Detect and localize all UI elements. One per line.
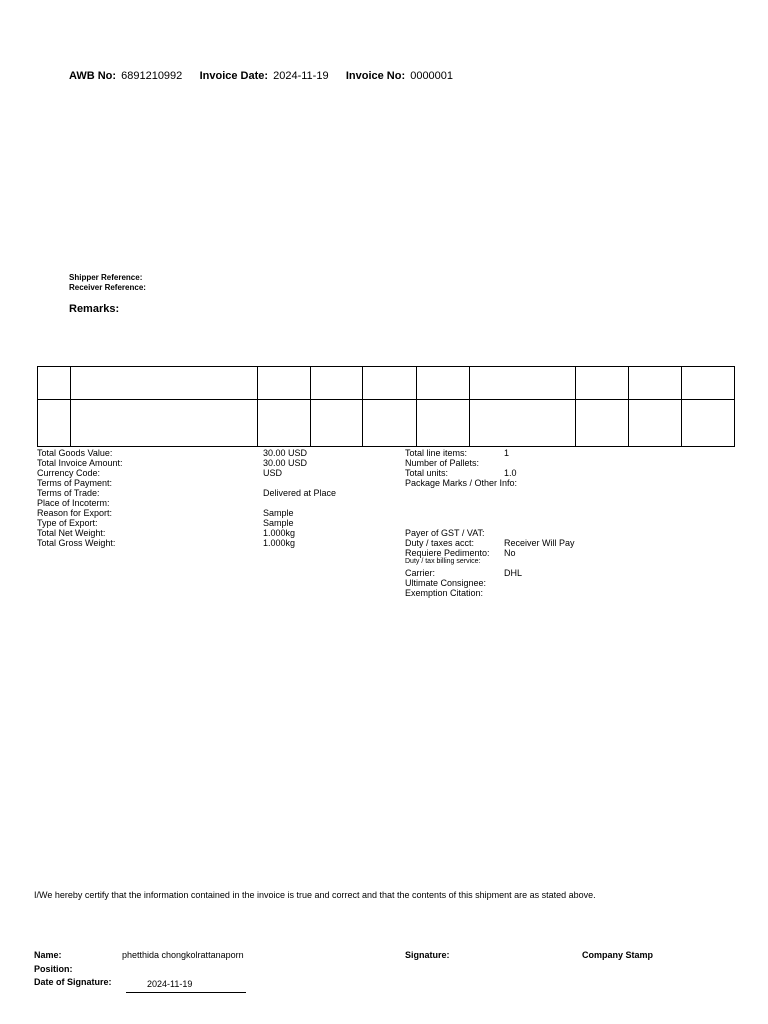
table-header-row	[38, 367, 735, 400]
carrier-label: Carrier:	[405, 568, 436, 578]
summary-label: Type of Export:	[37, 518, 98, 528]
position-label: Position:	[34, 964, 73, 974]
name-label: Name:	[34, 950, 62, 960]
summary-label: Terms of Payment:	[37, 478, 113, 488]
table-cell	[38, 400, 71, 447]
summary-label: Total Invoice Amount:	[37, 458, 123, 468]
consignee-label: Ultimate Consignee:	[405, 578, 487, 588]
table-cell	[363, 367, 417, 400]
invoice-date-label: Invoice Date:	[199, 70, 269, 82]
summary-value: 1.0	[504, 468, 517, 478]
table-cell	[311, 367, 363, 400]
invoice-header	[69, 70, 455, 82]
table-cell	[576, 400, 629, 447]
company-stamp-label: Company Stamp	[582, 950, 654, 960]
table-cell	[629, 400, 682, 447]
summary-value: 30.00 USD	[263, 448, 308, 458]
billing-service-label: Duty / tax billing service:	[405, 558, 481, 565]
summary-value: 1	[504, 448, 510, 458]
table-cell	[258, 367, 311, 400]
duty-label: Duty / taxes acct:	[405, 538, 475, 548]
table-cell	[311, 400, 363, 447]
summary-value: 1.000kg	[263, 528, 296, 538]
summary-value: Delivered at Place	[263, 488, 337, 498]
summary-value: 30.00 USD	[263, 458, 308, 468]
summary-value: Sample	[263, 508, 294, 518]
pedimento-label: Requiere Pedimento:	[405, 548, 490, 558]
exemption-label: Exemption Citation:	[405, 588, 484, 598]
certification-text: I/We hereby certify that the information contained in the invoice is true and correct and that the contents of this shipment are as stated above.	[34, 890, 596, 900]
carrier-value: DHL	[504, 568, 523, 578]
table-cell	[258, 400, 311, 447]
remarks-label: Remarks:	[69, 303, 120, 315]
table-cell	[417, 367, 470, 400]
summary-label: Terms of Trade:	[37, 488, 100, 498]
payer-label: Payer of GST / VAT:	[405, 528, 485, 538]
summary-label: Currency Code:	[37, 468, 101, 478]
table-cell	[417, 400, 470, 447]
date-of-signature-value: 2024-11-19	[147, 979, 193, 989]
invoice-date-value: 2024-11-19	[273, 70, 329, 82]
summary-value: Sample	[263, 518, 294, 528]
summary-value: USD	[263, 468, 283, 478]
duty-value: Receiver Will Pay	[504, 538, 575, 548]
table-cell	[363, 400, 417, 447]
summary-label: Reason for Export:	[37, 508, 113, 518]
awb-label: AWB No:	[69, 70, 117, 82]
table-row	[38, 400, 735, 447]
date-of-signature-label: Date of Signature:	[34, 977, 112, 987]
awb-value: 6891210992	[121, 70, 183, 82]
table-cell	[470, 400, 576, 447]
summary-label: Number of Pallets:	[405, 458, 480, 468]
shipper-reference-label: Shipper Reference:	[69, 273, 143, 282]
table-cell	[629, 367, 682, 400]
signature-label: Signature:	[405, 950, 450, 960]
pedimento-value: No	[504, 548, 516, 558]
summary-label: Total units:	[405, 468, 449, 478]
invoice-no-value: 0000001	[410, 70, 454, 82]
summary-label: Place of Incoterm:	[37, 498, 110, 508]
summary-label: Total Net Weight:	[37, 528, 106, 538]
table-cell	[38, 367, 71, 400]
summary-label: Total line items:	[405, 448, 468, 458]
receiver-reference-label: Receiver Reference:	[69, 283, 146, 292]
table-cell	[71, 400, 258, 447]
table-cell	[71, 367, 258, 400]
table-cell	[470, 367, 576, 400]
table-cell	[682, 367, 735, 400]
summary-value: 1.000kg	[263, 538, 296, 548]
summary-label: Total Gross Weight:	[37, 538, 116, 548]
table-cell	[576, 367, 629, 400]
line-items-table	[37, 366, 735, 447]
summary-label: Total Goods Value:	[37, 448, 113, 458]
invoice-no-label: Invoice No:	[345, 70, 406, 82]
table-cell	[682, 400, 735, 447]
summary-label: Package Marks / Other Info:	[405, 478, 518, 488]
name-value: phetthida chongkolrattanaporn	[122, 950, 244, 960]
signature-date-line	[126, 992, 246, 993]
